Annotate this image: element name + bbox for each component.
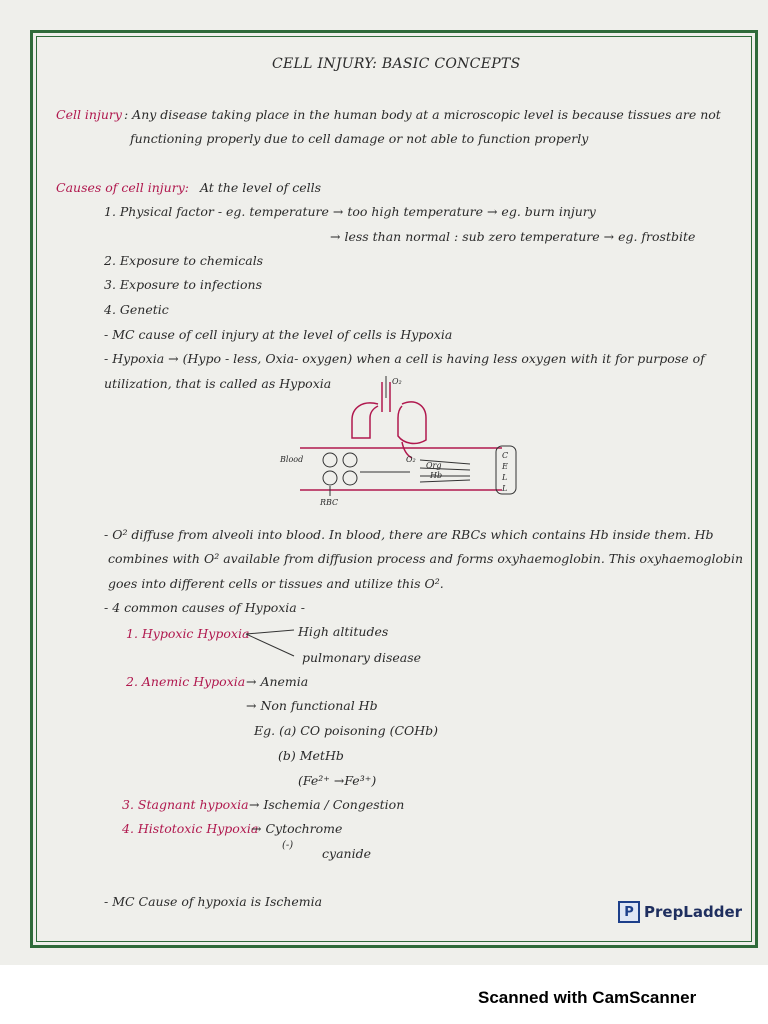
anemic-example-methb: (b) MetHb xyxy=(278,748,344,763)
common-causes-heading: - 4 common causes of Hypoxia - xyxy=(104,600,305,615)
cell-injury-term: Cell injury xyxy=(56,107,122,122)
rbc-4 xyxy=(343,471,357,485)
diffusion-line3: goes into different cells or tissues and utilize this O². xyxy=(108,576,444,591)
hypoxic-cause-pulmonary: pulmonary disease xyxy=(302,650,422,665)
blood-label: Blood xyxy=(280,455,304,464)
prepladder-logo-mark: P xyxy=(618,901,640,923)
cell-injury-definition-line1: : Any disease taking place in the human body at a microscopic level is because tissues are not xyxy=(124,107,721,122)
hb-label: Hb xyxy=(430,471,443,480)
hypoxia-definition-line1: - Hypoxia → (Hypo - less, Oxia- oxygen) when a cell is having less oxygen with it for purpose of xyxy=(104,351,705,366)
anemic-example-iron: (Fe²⁺ →Fe³⁺) xyxy=(298,773,377,788)
causes-heading-rest: At the level of cells xyxy=(200,180,322,195)
anemic-example-co: Eg. (a) CO poisoning (COHb) xyxy=(254,723,439,738)
cause-item-physical-low: → less than normal : sub zero temperature → eg. frostbite xyxy=(330,229,696,244)
cause-item-infections: 3. Exposure to infections xyxy=(104,277,263,292)
inhibition-sign: (-) xyxy=(282,840,294,851)
anemic-cause-anemia: → Anemia xyxy=(246,674,309,689)
hypoxic-branch-lines xyxy=(244,626,296,660)
diffusion-line1: - O² diffuse from alveoli into blood. In blood, there are RBCs which contains Hb inside them. Hb xyxy=(104,527,714,542)
org-label: Org xyxy=(426,461,442,470)
anemic-hypoxia-label: 2. Anemic Hypoxia xyxy=(126,674,246,689)
mc-cause-hypoxia-note: - MC Cause of hypoxia is Ischemia xyxy=(104,894,323,909)
hypoxic-cause-altitude: High altitudes xyxy=(298,624,389,639)
oxygen-transport-diagram xyxy=(270,372,530,507)
camscanner-watermark: Scanned with CamScanner xyxy=(478,988,697,1007)
histotoxic-cyanide: cyanide xyxy=(322,846,371,861)
histotoxic-hypoxia-cause: → Cytochrome xyxy=(251,821,343,836)
rbc-3 xyxy=(323,471,337,485)
rbc-2 xyxy=(343,453,357,467)
anemic-cause-nonfunctional-hb: → Non functional Hb xyxy=(246,698,378,713)
stagnant-hypoxia-causes: → Ischemia / Congestion xyxy=(249,797,405,812)
cell-letter-1: C xyxy=(502,451,509,460)
cell-letter-3: L xyxy=(502,473,508,482)
lung-right-lobe xyxy=(398,402,426,444)
cause-item-chemicals: 2. Exposure to chemicals xyxy=(104,253,264,268)
hypoxic-hypoxia-label: 1. Hypoxic Hypoxia xyxy=(126,626,250,641)
page-title: CELL INJURY: BASIC CONCEPTS xyxy=(272,56,521,72)
causes-heading: Causes of cell injury: xyxy=(56,180,189,195)
prepladder-logo xyxy=(618,898,742,926)
o2-small-label: O₂ xyxy=(406,455,416,464)
cell-letter-2: E xyxy=(502,462,508,471)
mc-cause-line: - MC cause of cell injury at the level of cells is Hypoxia xyxy=(104,327,453,342)
flow-line-4 xyxy=(420,480,470,482)
cause-item-physical: 1. Physical factor - eg. temperature → too high temperature → eg. burn injury xyxy=(104,204,596,219)
prepladder-logo-text: PrepLadder xyxy=(644,903,743,921)
rbc-1 xyxy=(323,453,337,467)
diffusion-line2: combines with O² available from diffusion process and forms oxyhaemoglobin. This oxyhaemoglobin xyxy=(108,551,744,566)
cell-injury-definition-line2: functioning properly due to cell damage or not able to function properly xyxy=(130,131,589,146)
stagnant-hypoxia-label: 3. Stagnant hypoxia xyxy=(122,797,249,812)
o2-label: O₂ xyxy=(392,377,402,386)
lung-left-lobe xyxy=(352,403,378,438)
rbc-label: RBC xyxy=(320,498,339,507)
cell-letter-4: L xyxy=(502,484,508,493)
hypoxia-definition-line2: utilization, that is called as Hypoxia xyxy=(104,376,332,391)
histotoxic-hypoxia-label: 4. Histotoxic Hypoxia xyxy=(122,821,259,836)
cause-item-genetic: 4. Genetic xyxy=(104,302,169,317)
